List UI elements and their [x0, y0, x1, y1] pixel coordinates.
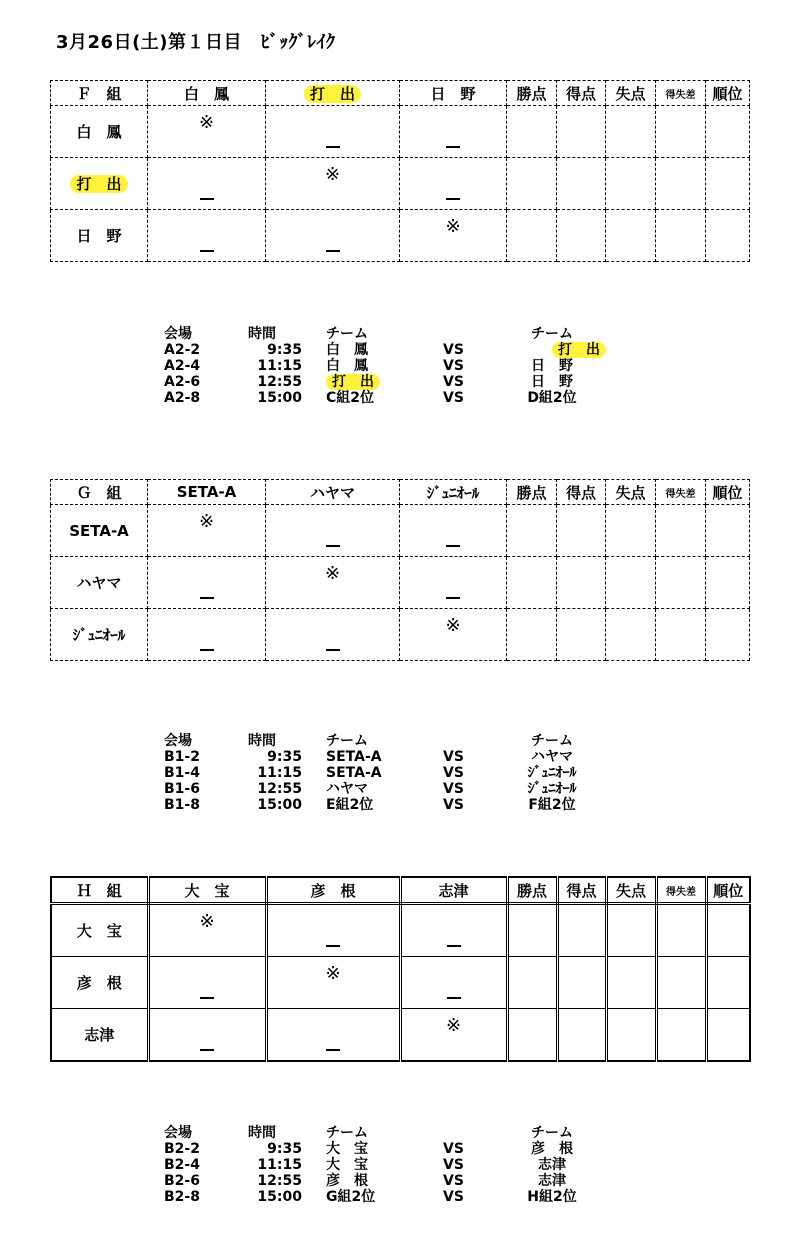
- match-venue: B2-6: [164, 1173, 200, 1189]
- stat-cell: [557, 957, 606, 1009]
- team-header: SETA-A: [148, 480, 266, 505]
- team2-header: チーム: [531, 1125, 573, 1141]
- score-cell: [266, 1009, 400, 1062]
- table-row: [51, 1009, 750, 1062]
- team-header: 大 宝: [148, 877, 266, 904]
- empty-score-dash: [326, 250, 340, 252]
- score-cell: [400, 557, 507, 609]
- table-row: [51, 904, 750, 957]
- stat-header-goals-for: 得点: [557, 480, 606, 505]
- team-name-highlight: 打 出: [552, 342, 606, 358]
- score-cell: [266, 609, 400, 661]
- self-cell: [148, 505, 266, 557]
- stat-cell: [507, 106, 557, 158]
- match-team1: 白 鳳: [326, 342, 368, 358]
- score-cell: [148, 557, 266, 609]
- empty-score-dash: [200, 1049, 214, 1051]
- empty-score-dash: [200, 997, 214, 999]
- table-row: [51, 505, 750, 557]
- empty-score-dash: [200, 250, 214, 252]
- stat-header-rank: 順位: [706, 877, 750, 904]
- self-marker: ※: [324, 164, 341, 185]
- team2-header: チーム: [531, 326, 573, 342]
- team-header: 彦 根: [266, 877, 400, 904]
- table-row: [51, 158, 750, 210]
- group-h-table: [50, 876, 751, 1062]
- match-time: 12:55: [257, 781, 302, 797]
- match-time: 11:15: [257, 1157, 302, 1173]
- score-cell: [266, 904, 400, 957]
- match-time: 15:00: [257, 797, 302, 813]
- stat-cell: [656, 106, 706, 158]
- match-team1: SETA-A: [326, 749, 382, 765]
- match-team2: 志津: [538, 1173, 566, 1189]
- match-venue: B1-6: [164, 781, 200, 797]
- match-vs: VS: [443, 390, 464, 406]
- stat-cell: [606, 957, 656, 1009]
- match-vs: VS: [443, 374, 464, 390]
- table-row: [51, 609, 750, 661]
- row-team: [51, 158, 148, 210]
- stat-cell: [557, 158, 606, 210]
- empty-score-dash: [326, 545, 340, 547]
- match-venue: A2-6: [164, 374, 201, 390]
- empty-score-dash: [447, 945, 461, 947]
- stat-cell: [706, 557, 750, 609]
- self-cell: [266, 557, 400, 609]
- stat-header-points: 勝点: [507, 877, 557, 904]
- self-cell: [400, 210, 507, 262]
- group-label: Ｈ 組: [51, 877, 148, 904]
- table-row: [51, 106, 750, 158]
- stat-header-goals-for: 得点: [557, 877, 606, 904]
- score-cell: [148, 609, 266, 661]
- match-vs: VS: [443, 781, 464, 797]
- stat-header-goal-diff: 得失差: [656, 877, 706, 904]
- match-team2: ｼﾞｭﾆｵｰﾙ: [527, 765, 577, 781]
- stat-cell: [656, 158, 706, 210]
- match-vs: VS: [443, 797, 464, 813]
- stat-cell: [606, 106, 656, 158]
- match-team1: SETA-A: [326, 765, 382, 781]
- match-venue: A2-2: [164, 342, 201, 358]
- match-time: 9:35: [267, 342, 302, 358]
- stat-cell: [706, 106, 750, 158]
- match-team1: ハヤマ: [326, 781, 368, 797]
- stat-cell: [606, 210, 656, 262]
- stat-cell: [656, 1009, 706, 1062]
- empty-score-dash: [446, 146, 460, 148]
- score-cell: [400, 158, 507, 210]
- empty-score-dash: [326, 1049, 340, 1051]
- stat-cell: [606, 1009, 656, 1062]
- score-cell: [148, 158, 266, 210]
- stat-cell: [656, 609, 706, 661]
- score-cell: [266, 106, 400, 158]
- stat-header-points: 勝点: [507, 480, 557, 505]
- stat-cell: [557, 557, 606, 609]
- stat-cell: [557, 106, 606, 158]
- stat-cell: [656, 557, 706, 609]
- stat-cell: [706, 609, 750, 661]
- stat-cell: [507, 210, 557, 262]
- team-header: 日 野: [400, 81, 507, 106]
- group-label: Ｆ 組: [51, 81, 148, 106]
- match-time: 12:55: [257, 374, 302, 390]
- stat-cell: [606, 904, 656, 957]
- group-g-table: [50, 479, 750, 661]
- match-team1: 大 宝: [326, 1141, 368, 1157]
- stat-cell: [656, 505, 706, 557]
- match-team2: ハヤマ: [531, 749, 573, 765]
- match-venue: B2-8: [164, 1189, 200, 1205]
- match-vs: VS: [443, 358, 464, 374]
- self-cell: [400, 609, 507, 661]
- empty-score-dash: [200, 198, 214, 200]
- row-team: ｼﾞｭﾆｵｰﾙ: [51, 609, 148, 661]
- empty-score-dash: [446, 198, 460, 200]
- match-team1: C組2位: [326, 390, 375, 406]
- stat-header-points: 勝点: [507, 81, 557, 106]
- match-time: 15:00: [257, 1189, 302, 1205]
- team-name-highlight: 打 出: [326, 374, 380, 390]
- match-team2: D組2位: [527, 390, 577, 406]
- team2-header: チーム: [531, 733, 573, 749]
- stat-cell: [606, 609, 656, 661]
- stat-header-goals-against: 失点: [606, 877, 656, 904]
- match-team2: 日 野: [531, 374, 573, 390]
- stat-header-goals-for: 得点: [557, 81, 606, 106]
- team-header: 志津: [400, 877, 507, 904]
- stat-header-goals-against: 失点: [606, 480, 656, 505]
- match-team1: E組2位: [326, 797, 374, 813]
- match-team2: ｼﾞｭﾆｵｰﾙ: [527, 781, 577, 797]
- team-header: [266, 81, 400, 106]
- venue-header: 会場: [164, 326, 192, 342]
- stat-cell: [557, 210, 606, 262]
- score-cell: [400, 505, 507, 557]
- score-cell: [400, 106, 507, 158]
- stat-header-rank: 順位: [706, 81, 750, 106]
- stat-cell: [706, 904, 750, 957]
- time-header: 時間: [248, 733, 276, 749]
- team-name-highlight: 打 出: [304, 85, 361, 103]
- match-time: 11:15: [257, 765, 302, 781]
- row-team: 白 鳳: [51, 106, 148, 158]
- score-cell: [266, 210, 400, 262]
- stat-cell: [557, 1009, 606, 1062]
- score-cell: [400, 957, 507, 1009]
- self-marker: ※: [325, 963, 341, 984]
- group-label: Ｇ 組: [51, 480, 148, 505]
- empty-score-dash: [446, 545, 460, 547]
- row-team: 志津: [51, 1009, 148, 1062]
- team-header: ハヤマ: [266, 480, 400, 505]
- match-vs: VS: [443, 1189, 464, 1205]
- page-title: 3月26日(土)第１日目 ﾋﾞｯｸﾞﾚｲｸ: [56, 32, 336, 53]
- stat-cell: [706, 505, 750, 557]
- self-cell: [266, 158, 400, 210]
- match-venue: A2-4: [164, 358, 201, 374]
- row-team: 日 野: [51, 210, 148, 262]
- stat-cell: [507, 609, 557, 661]
- score-cell: [148, 1009, 266, 1062]
- match-vs: VS: [443, 749, 464, 765]
- stat-cell: [557, 609, 606, 661]
- match-team1: 白 鳳: [326, 358, 368, 374]
- match-team1: 大 宝: [326, 1157, 368, 1173]
- stat-cell: [507, 505, 557, 557]
- venue-header: 会場: [164, 1125, 192, 1141]
- empty-score-dash: [447, 997, 461, 999]
- self-marker: ※: [324, 563, 341, 584]
- match-team2: 彦 根: [531, 1141, 573, 1157]
- team1-header: チーム: [326, 1125, 368, 1141]
- match-venue: B1-2: [164, 749, 200, 765]
- empty-score-dash: [200, 597, 214, 599]
- match-venue: B2-2: [164, 1141, 200, 1157]
- stat-cell: [656, 904, 706, 957]
- self-cell: [148, 904, 266, 957]
- self-marker: ※: [445, 216, 461, 237]
- team-header: ｼﾞｭﾆｵｰﾙ: [400, 480, 507, 505]
- self-marker: ※: [199, 911, 215, 932]
- stat-cell: [606, 158, 656, 210]
- row-team: 大 宝: [51, 904, 148, 957]
- team-header: 白 鳳: [148, 81, 266, 106]
- match-venue: A2-8: [164, 390, 201, 406]
- match-vs: VS: [443, 342, 464, 358]
- row-team: ハヤマ: [51, 557, 148, 609]
- stat-cell: [706, 210, 750, 262]
- stat-cell: [656, 210, 706, 262]
- self-marker: ※: [445, 1015, 462, 1036]
- time-header: 時間: [248, 1125, 276, 1141]
- self-marker: ※: [445, 615, 461, 636]
- match-venue: B1-4: [164, 765, 200, 781]
- time-header: 時間: [248, 326, 276, 342]
- self-marker: ※: [198, 112, 215, 133]
- self-cell: [400, 1009, 507, 1062]
- match-time: 11:15: [257, 358, 302, 374]
- team1-header: チーム: [326, 733, 368, 749]
- match-time: 12:55: [257, 1173, 302, 1189]
- row-team: SETA-A: [51, 505, 148, 557]
- stat-cell: [557, 505, 606, 557]
- score-cell: [148, 210, 266, 262]
- stat-cell: [507, 1009, 557, 1062]
- empty-score-dash: [326, 945, 340, 947]
- match-venue: B2-4: [164, 1157, 200, 1173]
- stat-cell: [507, 957, 557, 1009]
- match-team1: G組2位: [326, 1189, 376, 1205]
- match-team2: 志津: [538, 1157, 566, 1173]
- match-team2: H組2位: [527, 1189, 577, 1205]
- empty-score-dash: [326, 649, 340, 651]
- stat-cell: [606, 505, 656, 557]
- stat-header-goals-against: 失点: [606, 81, 656, 106]
- score-cell: [400, 904, 507, 957]
- table-row: [51, 957, 750, 1009]
- match-time: 9:35: [267, 749, 302, 765]
- stat-cell: [706, 158, 750, 210]
- match-team1: 彦 根: [326, 1173, 368, 1189]
- match-venue: B1-8: [164, 797, 200, 813]
- stat-header-rank: 順位: [706, 480, 750, 505]
- score-cell: [148, 957, 266, 1009]
- match-time: 9:35: [267, 1141, 302, 1157]
- group-f-table: [50, 80, 750, 262]
- self-cell: [148, 106, 266, 158]
- stat-cell: [606, 557, 656, 609]
- score-cell: [266, 505, 400, 557]
- match-vs: VS: [443, 765, 464, 781]
- team-name-highlight: 打 出: [70, 175, 127, 193]
- row-team: 彦 根: [51, 957, 148, 1009]
- stat-cell: [656, 957, 706, 1009]
- self-marker: ※: [198, 511, 215, 532]
- match-team2: F組2位: [528, 797, 576, 813]
- stat-cell: [706, 957, 750, 1009]
- stat-cell: [557, 904, 606, 957]
- stat-cell: [507, 904, 557, 957]
- match-vs: VS: [443, 1157, 464, 1173]
- team1-header: チーム: [326, 326, 368, 342]
- table-row: [51, 210, 750, 262]
- match-team2: 日 野: [531, 358, 573, 374]
- venue-header: 会場: [164, 733, 192, 749]
- match-vs: VS: [443, 1141, 464, 1157]
- empty-score-dash: [446, 597, 460, 599]
- stat-cell: [507, 557, 557, 609]
- stat-cell: [507, 158, 557, 210]
- empty-score-dash: [200, 649, 214, 651]
- self-cell: [266, 957, 400, 1009]
- empty-score-dash: [326, 146, 340, 148]
- table-row: [51, 557, 750, 609]
- stat-cell: [706, 1009, 750, 1062]
- stat-header-goal-diff: 得失差: [656, 81, 706, 106]
- stat-header-goal-diff: 得失差: [656, 480, 706, 505]
- match-time: 15:00: [257, 390, 302, 406]
- match-vs: VS: [443, 1173, 464, 1189]
